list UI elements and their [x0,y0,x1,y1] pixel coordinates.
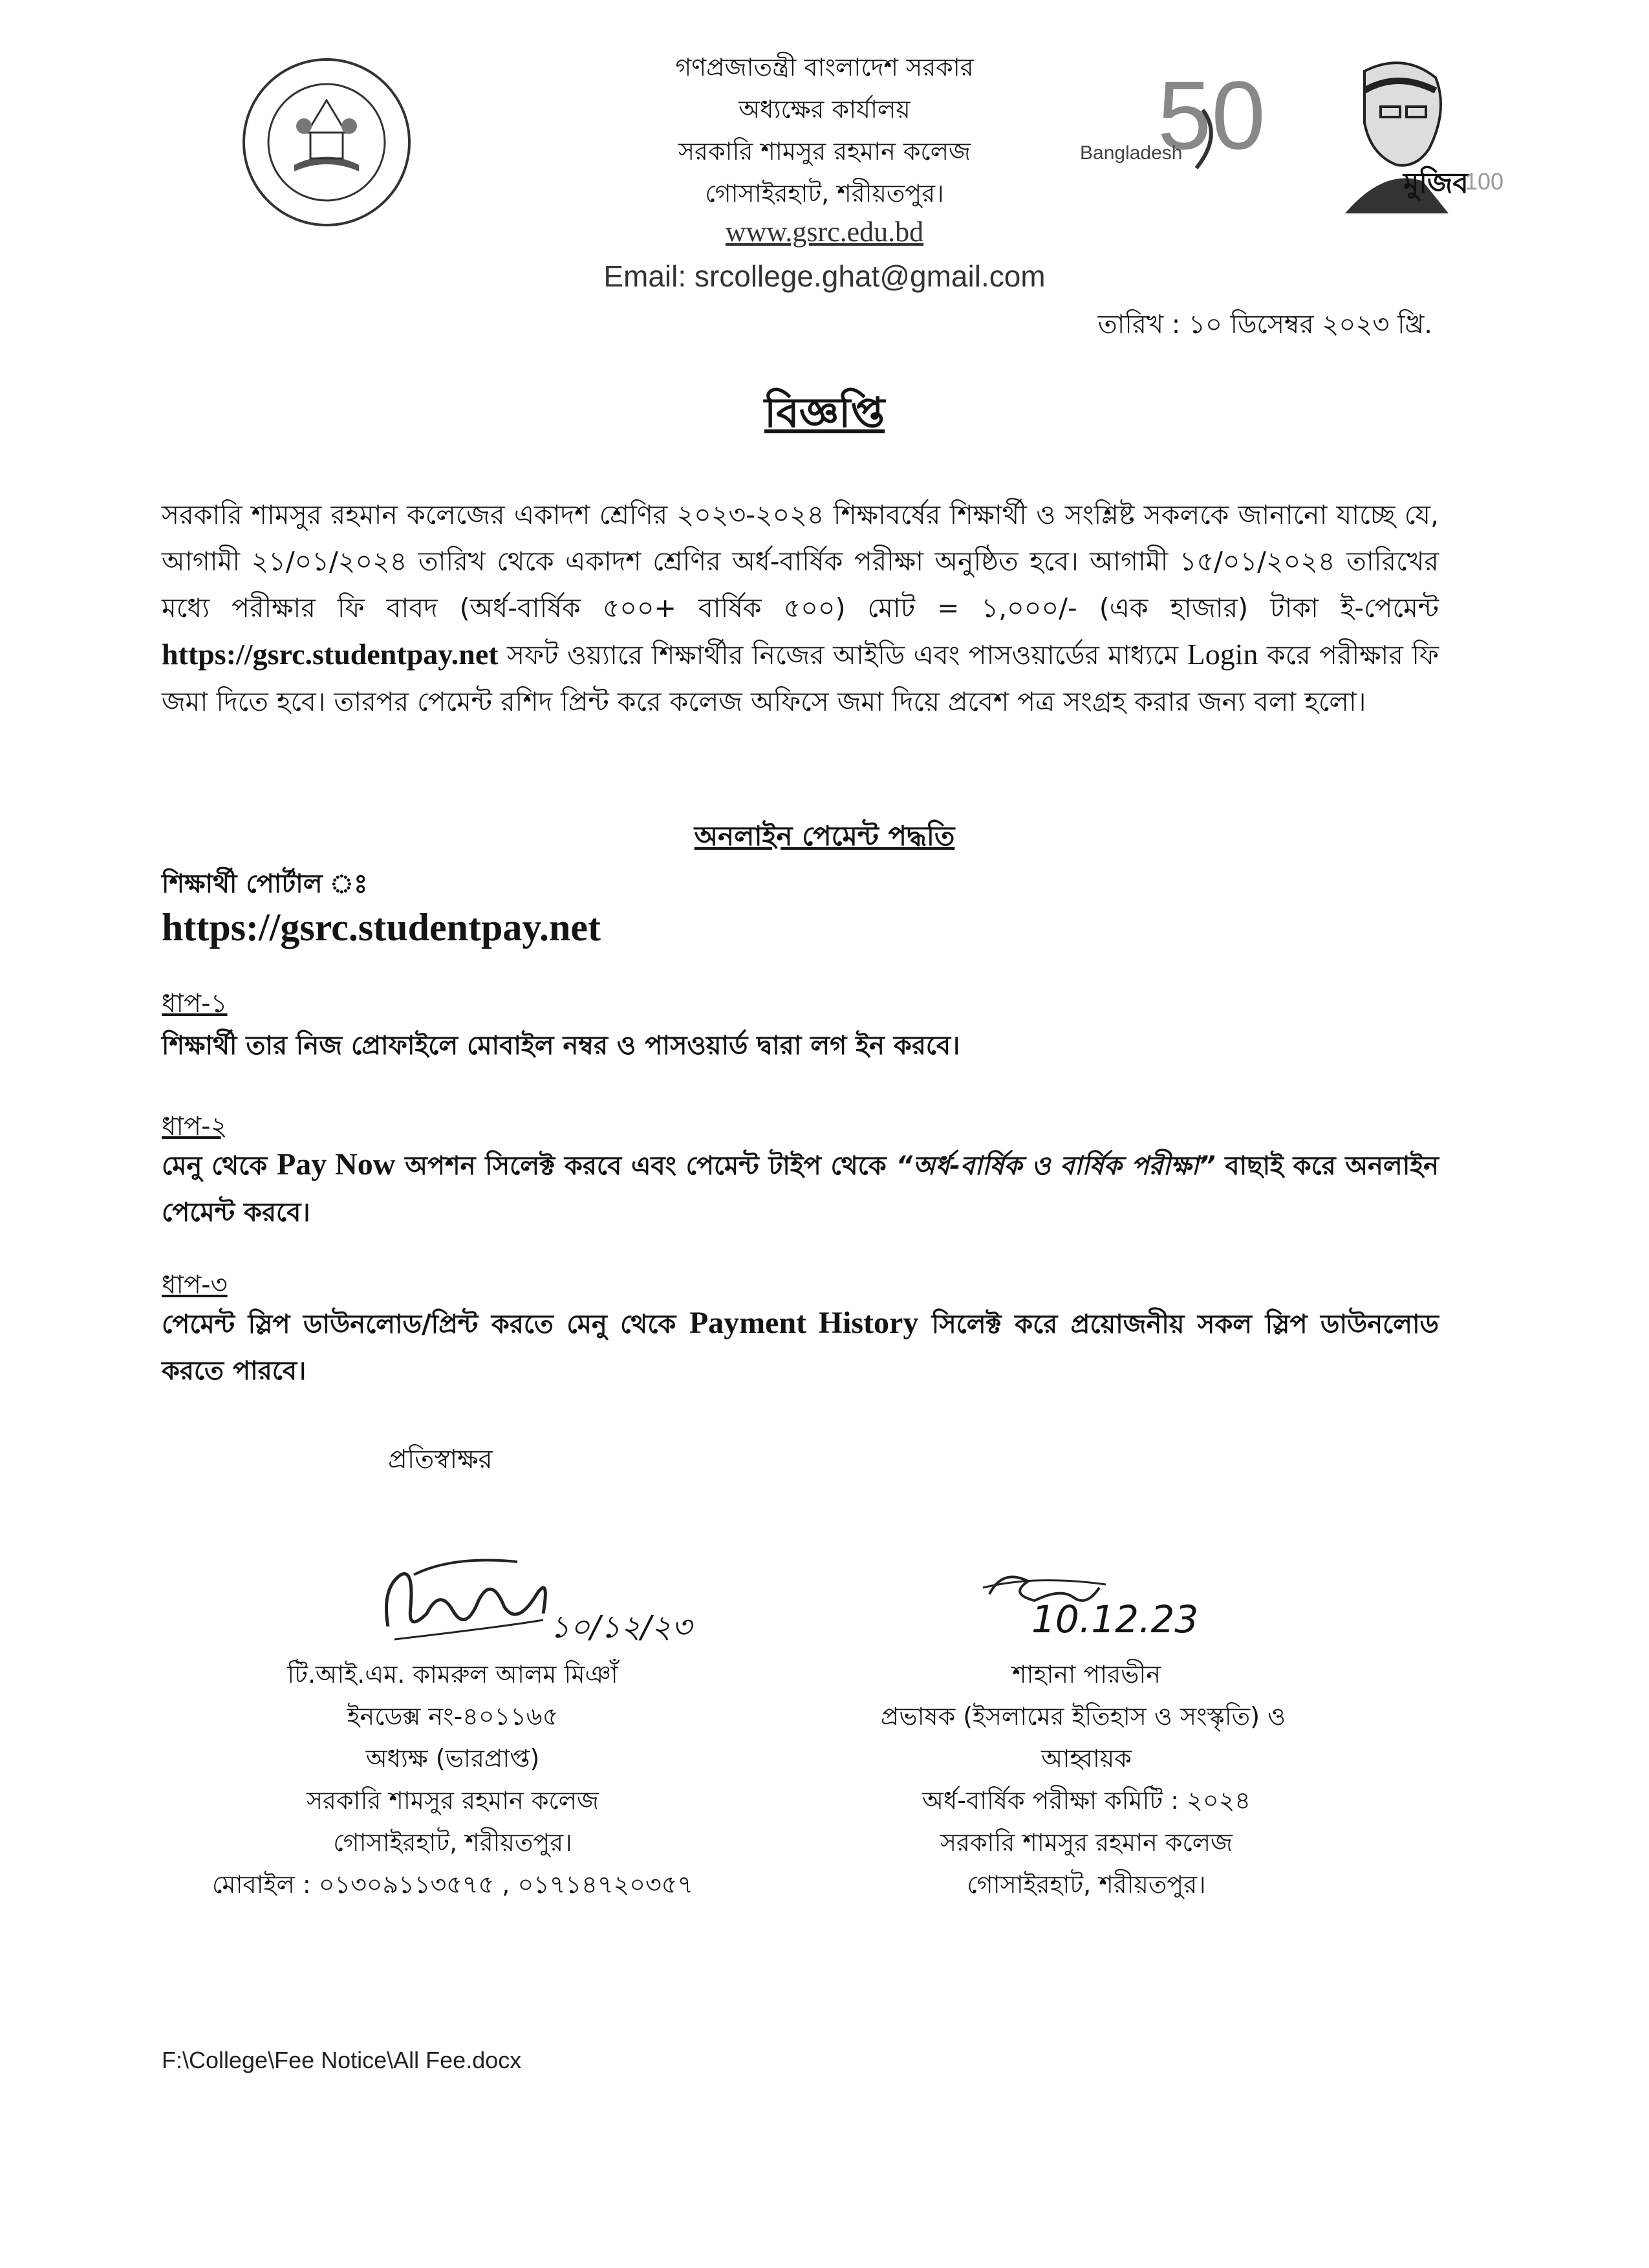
step-2-text-b: অপশন সিলেক্ট করবে এবং পেমেন্ট টাইপ থেকে [395,1151,896,1181]
step-2-payment-type: “অর্ধ-বার্ষিক ও বার্ষিক পরীক্ষা” [896,1151,1216,1181]
header-college: সরকারি শামসুর রহমান কলেজ [678,137,971,166]
right-college: সরকারি শামসুর রহমান কলেজ [940,1828,1233,1857]
right-committee: অর্ধ-বার্ষিক পরীক্ষা কমিটি : ২০২৪ [922,1786,1251,1815]
step-2-label: ধাপ-২ [162,1112,228,1141]
logo-right-number: 100 [1465,168,1504,195]
right-address: গোসাইরহাট, শরীয়তপুর। [967,1870,1206,1899]
notice-date: তারিখ : ১০ ডিসেম্বর ২০২৩ খ্রি. [1097,310,1432,340]
notice-login: Login [1187,638,1258,671]
step-3-text [162,1300,1439,1394]
signature-left-date: ১০/১২/২৩ [550,1609,692,1645]
header-email[interactable]: Email: srcollege.ghat@gmail.com [603,259,1046,293]
step-1-label: ধাপ-১ [162,989,228,1019]
header-website[interactable]: www.gsrc.edu.bd [725,216,924,248]
left-college: সরকারি শামসুর রহমান কলেজ [306,1786,599,1815]
notice-title-text: বিজ্ঞপ্তি [764,389,885,437]
step-2-pay-now: Pay Now [276,1147,396,1182]
notice-title [0,382,1649,451]
header-govt: গণপ্রজাতন্ত্রী বাংলাদেশ সরকার [675,53,974,81]
step-3-label: ধাপ-৩ [162,1270,228,1300]
notice-text-3: করে পরীক্ষার ফি জমা দিতে হবে। তারপর পেমেন্ট রশিদ প্রিন্ট করে কলেজ অফিসে জমা দিয়ে প্রবেশ পত্র সংগ্রহ করার জন্য বলা হলো। [162,640,1439,717]
left-index: ইনডেক্স নং-৪০১১৬৫ [347,1702,559,1731]
mujib-100-logo [1319,52,1504,213]
step-2-text-a: মেনু থেকে [162,1151,277,1181]
header-address: গোসাইরহাট, শরীয়তপুর। [705,179,944,208]
right-designation: প্রভাষক (ইসলামের ইতিহাস ও সংস্কৃতি) ও [880,1702,1286,1731]
logo-mid-text: Bangladesh [1080,142,1183,164]
section-title-text: অনলাইন পেমেন্ট পদ্ধতি [694,820,955,852]
step-2-text [162,1141,1439,1236]
left-name: টি.আই.এম. কামরুল আলম মিঞাঁ [287,1660,618,1689]
signature-right [970,1549,1293,1646]
header-office: অধ্যক্ষের কার্যালয় [738,95,911,124]
portal-label: শিক্ষার্থী পোর্টাল ঃ [162,869,368,899]
left-mobile: মোবাইল : ০১৩০৯১১৩৫৭৫ , ০১৭১৪৭২০৩৫৭ [211,1870,694,1899]
notice-paragraph [162,491,1439,725]
footer-file-path: F:\College\Fee Notice\All Fee.docx [162,2047,522,2073]
signature-right-date: 10.12.23 [1031,1597,1199,1641]
signature-left [375,1549,763,1659]
step-1-text: শিক্ষার্থী তার নিজ প্রোফাইলে মোবাইল নম্বর ও পাসওয়ার্ড দ্বারা লগ ইন করবে। [162,1031,960,1061]
notice-text-1: সরকারি শামসুর রহমান কলেজের একাদশ শ্রেণির ২০২৩-২০২৪ শিক্ষাবর্ষের শিক্ষার্থী ও সংশ্লিষ্ট সকলকে জানানো যাচ্ছে যে, আগামী ২১/০১/২০২৪ তারিখ থেকে একাদশ শ্রেণির অর্ধ-বার্ষিক পরীক্ষা অনুষ্ঠিত হবে। আগামী ১৫/০১/২০২৪ তারিখের মধ্যে পরীক্ষার ফি বাবদ (অর্ধ-বার্ষিক ৫০০+ বার্ষিক ৫০০) মোট = ১,০০০/- (এক হাজার) টাকা ই-পেমেন্ট [162,499,1439,623]
step-2-text-c: বাছাই করে অনলাইন পেমেন্ট করবে। [162,1151,1439,1227]
step-3-text-b: সিলেক্ট করে প্রয়োজনীয় সকল স্লিপ ডাউনলোড করতে পারবে। [162,1310,1439,1386]
section-title [0,815,1649,861]
left-address: গোসাইরহাট, শরীয়তপুর। [333,1828,572,1857]
left-designation: অধ্যক্ষ (ভারপ্রাপ্ত) [365,1744,540,1773]
logo-right-text: মুজিব [1403,167,1469,200]
svg-text:50: 50 [1158,61,1266,169]
step-3-payment-history: Payment History [689,1306,919,1340]
right-role: আহ্বায়ক [1041,1744,1132,1773]
college-logo [239,55,414,230]
notice-url[interactable]: https://gsrc.studentpay.net [162,638,499,671]
countersign-label: প্রতিস্বাক্ষর [388,1445,493,1474]
step-3-text-a: পেমেন্ট স্লিপ ডাউনলোড/প্রিন্ট করতে মেনু থেকে [162,1310,689,1339]
right-name: শাহানা পারভীন [1012,1660,1161,1689]
portal-url[interactable]: https://gsrc.studentpay.net [162,906,601,949]
notice-text-2: সফট ওয়্যারে শিক্ষার্থীর নিজের আইডি এবং পাসওয়ার্ডের মাধ্যমে [498,640,1187,671]
